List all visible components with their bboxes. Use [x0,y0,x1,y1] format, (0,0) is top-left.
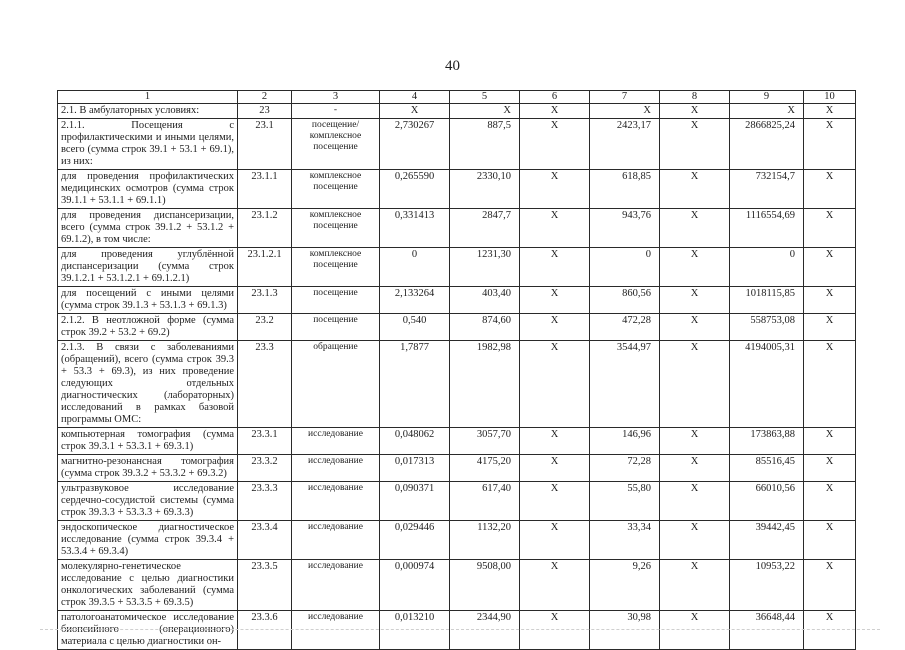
norm-cost-cell: 2847,7 [450,209,520,248]
norm-volume-cell: X [380,104,450,119]
col-10-cell: X [804,287,856,314]
norm-volume-cell: 0,000974 [380,560,450,611]
col-8-cell: X [660,560,730,611]
table-row [58,119,856,170]
per-capita-cell: 2423,17 [590,119,660,170]
per-capita-cell: 943,76 [590,209,660,248]
col-8-cell: X [660,104,730,119]
col-6-cell: X [520,560,590,611]
norm-volume-cell: 0,265590 [380,170,450,209]
col-10-cell: X [804,521,856,560]
page-number: 40 [445,58,460,74]
row-code-cell: 23.1.2.1 [238,248,292,287]
norm-cost-cell: 887,5 [450,119,520,170]
row-label-cell: ультразвуковое исследование сердечно-сосудистой системы (сумма строк 39.3.3 + 53.3.3 + 69.3.3) [58,482,238,521]
row-code-cell: 23.3.6 [238,611,292,650]
norm-volume-cell: 0,331413 [380,209,450,248]
row-code-cell: 23.3.2 [238,455,292,482]
table-row [58,611,856,650]
row-code-cell: 23.1.2 [238,209,292,248]
col-6-cell: X [520,248,590,287]
table-body [58,91,856,650]
row-code-cell: 23 [238,104,292,119]
unit-cell: обращение [292,341,380,428]
col-8-cell: X [660,170,730,209]
norm-cost-cell: 617,40 [450,482,520,521]
unit-cell: исследование [292,521,380,560]
col-6-cell: X [520,209,590,248]
table-row [58,209,856,248]
col-10-cell: X [804,104,856,119]
column-header: 1 [58,91,238,104]
col-8-cell: X [660,341,730,428]
total-cost-cell: 1018115,85 [730,287,804,314]
norm-volume-cell: 2,133264 [380,287,450,314]
total-cost-cell: 39442,45 [730,521,804,560]
unit-cell: исследование [292,482,380,521]
table-row [58,455,856,482]
column-header: 4 [380,91,450,104]
row-label-cell: магнитно-резонансная томография (сумма строк 39.3.2 + 53.3.2 + 69.3.2) [58,455,238,482]
table-row [58,521,856,560]
norm-volume-cell: 0 [380,248,450,287]
norm-volume-cell: 2,730267 [380,119,450,170]
column-header: 3 [292,91,380,104]
total-cost-cell: 85516,45 [730,455,804,482]
per-capita-cell: 860,56 [590,287,660,314]
per-capita-cell: 472,28 [590,314,660,341]
table-row [58,560,856,611]
per-capita-cell: 0 [590,248,660,287]
row-label-cell: для посещений с иными целями (сумма строк 39.1.3 + 53.1.3 + 69.1.3) [58,287,238,314]
column-header: 8 [660,91,730,104]
financing-table [57,90,856,650]
table-row [58,104,856,119]
col-8-cell: X [660,314,730,341]
row-label-cell: 2.1. В амбулаторных условиях: [58,104,238,119]
col-8-cell: X [660,482,730,521]
table-row [58,248,856,287]
col-6-cell: X [520,428,590,455]
per-capita-cell: 618,85 [590,170,660,209]
norm-cost-cell: X [450,104,520,119]
col-10-cell: X [804,455,856,482]
total-cost-cell: 1116554,69 [730,209,804,248]
row-label-cell: для проведения углублённой диспансеризации (сумма строк 39.1.2.1 + 53.1.2.1 + 69.1.2.1) [58,248,238,287]
row-code-cell: 23.2 [238,314,292,341]
table-row [58,341,856,428]
row-code-cell: 23.3.4 [238,521,292,560]
col-10-cell: X [804,248,856,287]
col-6-cell: X [520,119,590,170]
norm-cost-cell: 2344,90 [450,611,520,650]
per-capita-cell: 33,34 [590,521,660,560]
col-6-cell: X [520,104,590,119]
unit-cell: комплексное посещение [292,248,380,287]
norm-volume-cell: 1,7877 [380,341,450,428]
table-row [58,314,856,341]
col-10-cell: X [804,119,856,170]
column-header: 6 [520,91,590,104]
col-6-cell: X [520,455,590,482]
row-label-cell: эндоскопическое диагностическое исследование (сумма строк 39.3.4 + 53.3.4 + 69.3.4) [58,521,238,560]
col-6-cell: X [520,341,590,428]
col-8-cell: X [660,287,730,314]
norm-cost-cell: 4175,20 [450,455,520,482]
unit-cell: посещение [292,287,380,314]
row-label-cell: 2.1.3. В связи с заболеваниями (обращений), всего (сумма строк 39.3 + 53.3 + 69.3), из них проведение следующих отдельных диагностических (лабораторных) исследований в рамках базовой программы ОМС: [58,341,238,428]
row-label-cell: патологоанатомическое исследование биопсийного (операционного) материала с целью диагностики он- [58,611,238,650]
unit-cell: исследование [292,611,380,650]
col-10-cell: X [804,341,856,428]
row-code-cell: 23.1.1 [238,170,292,209]
col-8-cell: X [660,611,730,650]
norm-cost-cell: 1231,30 [450,248,520,287]
total-cost-cell: X [730,104,804,119]
row-code-cell: 23.3 [238,341,292,428]
col-10-cell: X [804,560,856,611]
row-label-cell: компьютерная томография (сумма строк 39.3.1 + 53.3.1 + 69.3.1) [58,428,238,455]
col-6-cell: X [520,482,590,521]
col-6-cell: X [520,287,590,314]
norm-cost-cell: 2330,10 [450,170,520,209]
header-row [58,91,856,104]
col-10-cell: X [804,611,856,650]
total-cost-cell: 732154,7 [730,170,804,209]
total-cost-cell: 173863,88 [730,428,804,455]
norm-cost-cell: 874,60 [450,314,520,341]
col-8-cell: X [660,455,730,482]
col-6-cell: X [520,170,590,209]
total-cost-cell: 10953,22 [730,560,804,611]
norm-cost-cell: 1132,20 [450,521,520,560]
per-capita-cell: 3544,97 [590,341,660,428]
total-cost-cell: 36648,44 [730,611,804,650]
column-header: 10 [804,91,856,104]
col-6-cell: X [520,314,590,341]
col-6-cell: X [520,611,590,650]
unit-cell: - [292,104,380,119]
row-label-cell: для проведения диспансеризации, всего (сумма строк 39.1.2 + 53.1.2 + 69.1.2), в том числе: [58,209,238,248]
col-8-cell: X [660,428,730,455]
norm-cost-cell: 403,40 [450,287,520,314]
col-8-cell: X [660,209,730,248]
row-code-cell: 23.3.3 [238,482,292,521]
page-bottom-edge [40,629,880,630]
per-capita-cell: X [590,104,660,119]
total-cost-cell: 66010,56 [730,482,804,521]
total-cost-cell: 0 [730,248,804,287]
per-capita-cell: 55,80 [590,482,660,521]
unit-cell: исследование [292,428,380,455]
col-8-cell: X [660,248,730,287]
unit-cell: посещение/ комплексное посещение [292,119,380,170]
unit-cell: исследование [292,560,380,611]
unit-cell: комплексное посещение [292,209,380,248]
row-label-cell: для проведения профилактических медицинских осмотров (сумма строк 39.1.1 + 53.1.1 + 69.1.1) [58,170,238,209]
column-header: 7 [590,91,660,104]
table-row [58,428,856,455]
row-label-cell: молекулярно-генетическое исследование с целью диагностики онкологических заболеваний (сумма строк 39.3.5 + 53.3.5 + 69.3.5) [58,560,238,611]
norm-volume-cell: 0,017313 [380,455,450,482]
row-code-cell: 23.1.3 [238,287,292,314]
row-label-cell: 2.1.1. Посещения с профилактическими и иными целями, всего (сумма строк 39.1 + 53.1 + 69.1), из них: [58,119,238,170]
row-code-cell: 23.3.5 [238,560,292,611]
per-capita-cell: 146,96 [590,428,660,455]
col-10-cell: X [804,482,856,521]
norm-volume-cell: 0,013210 [380,611,450,650]
column-header: 9 [730,91,804,104]
per-capita-cell: 9,26 [590,560,660,611]
norm-volume-cell: 0,048062 [380,428,450,455]
unit-cell: исследование [292,455,380,482]
col-10-cell: X [804,170,856,209]
row-label-cell: 2.1.2. В неотложной форме (сумма строк 39.2 + 53.2 + 69.2) [58,314,238,341]
row-code-cell: 23.3.1 [238,428,292,455]
unit-cell: посещение [292,314,380,341]
table-row [58,287,856,314]
column-header: 5 [450,91,520,104]
table-row [58,482,856,521]
per-capita-cell: 30,98 [590,611,660,650]
total-cost-cell: 558753,08 [730,314,804,341]
norm-volume-cell: 0,090371 [380,482,450,521]
col-10-cell: X [804,428,856,455]
unit-cell: комплексное посещение [292,170,380,209]
col-10-cell: X [804,209,856,248]
total-cost-cell: 4194005,31 [730,341,804,428]
col-6-cell: X [520,521,590,560]
table-row [58,170,856,209]
column-header: 2 [238,91,292,104]
norm-cost-cell: 3057,70 [450,428,520,455]
norm-cost-cell: 1982,98 [450,341,520,428]
row-code-cell: 23.1 [238,119,292,170]
total-cost-cell: 2866825,24 [730,119,804,170]
col-8-cell: X [660,119,730,170]
norm-volume-cell: 0,029446 [380,521,450,560]
col-10-cell: X [804,314,856,341]
per-capita-cell: 72,28 [590,455,660,482]
norm-volume-cell: 0,540 [380,314,450,341]
norm-cost-cell: 9508,00 [450,560,520,611]
col-8-cell: X [660,521,730,560]
